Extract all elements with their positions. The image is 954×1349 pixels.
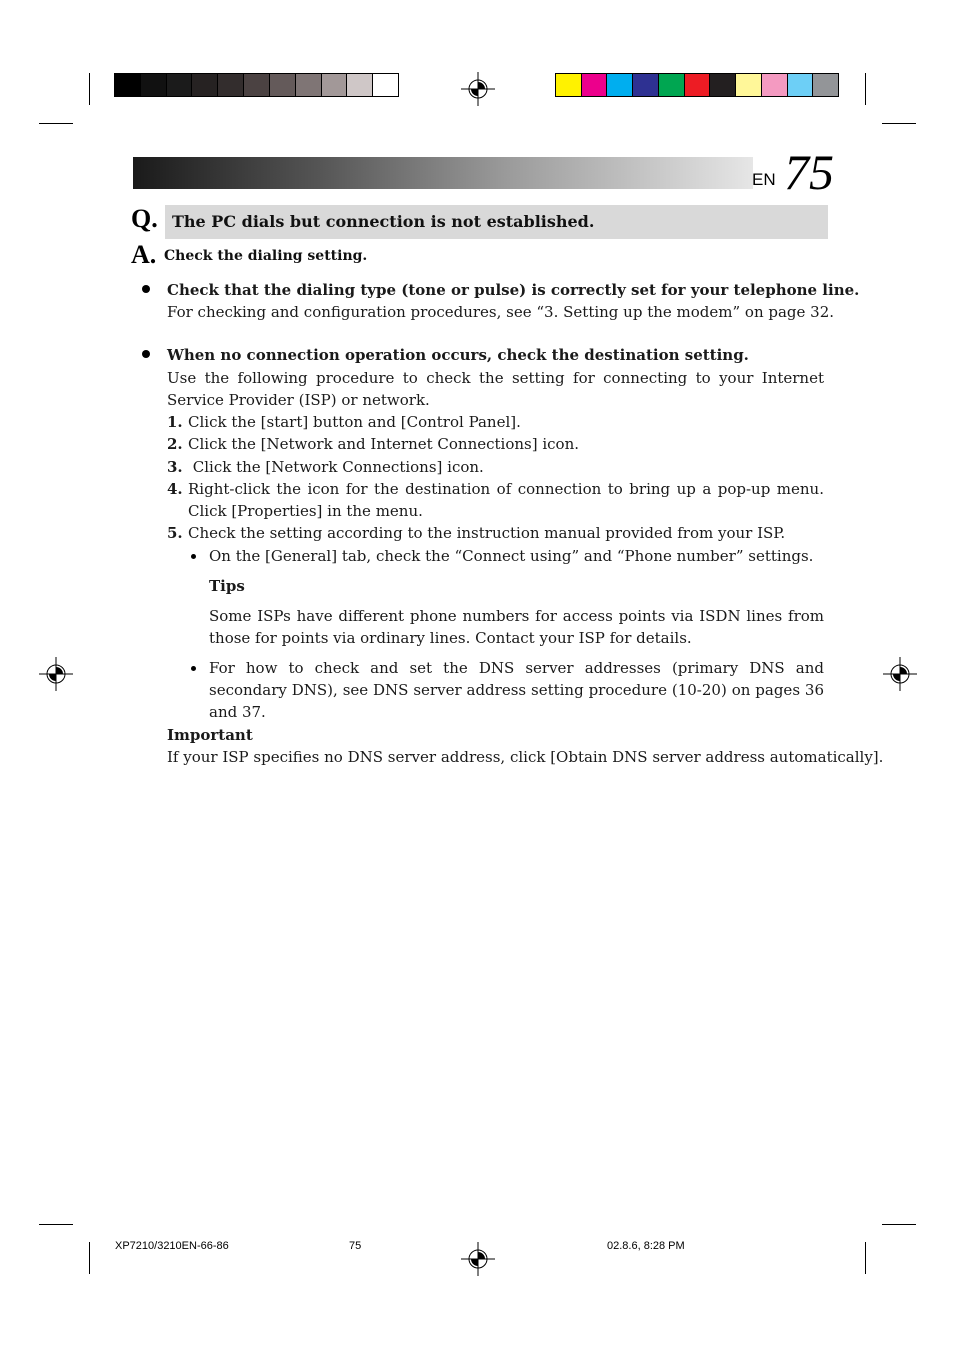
bullet-title: When no connection operation occurs, check the destination setting. xyxy=(167,346,749,364)
sub-bullet-dot xyxy=(191,554,196,559)
step-number: 2. xyxy=(167,435,183,453)
step-text: Click the [Network and Internet Connections] icon. xyxy=(188,435,580,453)
color-swatch xyxy=(556,74,582,96)
answer-text: Check the dialing setting. xyxy=(164,248,368,264)
color-swatch xyxy=(347,74,373,96)
crop-mark xyxy=(865,1242,866,1274)
color-swatch xyxy=(167,74,193,96)
crop-mark xyxy=(882,123,916,124)
important-label: Important xyxy=(167,726,253,744)
registration-mark-icon xyxy=(883,657,917,691)
bullet-dot xyxy=(142,350,150,358)
color-swatch xyxy=(633,74,659,96)
color-swatch xyxy=(115,74,141,96)
color-swatch xyxy=(218,74,244,96)
step-number: 4. xyxy=(167,480,183,498)
crop-mark xyxy=(39,1224,73,1225)
color-swatch xyxy=(582,74,608,96)
color-swatch xyxy=(685,74,711,96)
bullet-dot xyxy=(142,285,150,293)
question-marker: Q. xyxy=(131,204,158,233)
color-swatch xyxy=(192,74,218,96)
footer-page: 75 xyxy=(349,1240,362,1252)
step-number: 1. xyxy=(167,413,183,431)
step-number: 3. xyxy=(167,458,183,476)
crop-mark xyxy=(882,1224,916,1225)
step-number: 5. xyxy=(167,524,183,542)
registration-mark-icon xyxy=(39,657,73,691)
bullet-text: Use the following procedure to check the setting for connecting to your Internet Service Provider (ISP) or network. xyxy=(167,369,824,409)
footer-date: 02.8.6, 8:28 PM xyxy=(607,1240,685,1252)
tips-text: Some ISPs have different phone numbers for access points via ISDN lines from those for points via ordinary lines. Contact your ISP for details. xyxy=(209,607,824,647)
color-swatch xyxy=(762,74,788,96)
registration-mark-icon xyxy=(461,1242,495,1276)
color-swatch xyxy=(270,74,296,96)
sub-bullet-dot xyxy=(191,666,196,671)
color-swatch xyxy=(813,74,838,96)
color-swatch xyxy=(607,74,633,96)
step-text: Check the setting according to the instruction manual provided from your ISP. xyxy=(188,524,786,542)
step-text: Click the [Network Connections] icon. xyxy=(188,458,484,476)
crop-mark xyxy=(89,1242,90,1274)
color-swatch xyxy=(788,74,814,96)
crop-mark xyxy=(865,73,866,105)
color-swatch xyxy=(736,74,762,96)
page-language: EN xyxy=(752,170,776,189)
step-text: Right-click the icon for the destination of connection to bring up a pop-up menu. Click [Properties] in the menu. xyxy=(188,480,824,520)
color-swatch xyxy=(244,74,270,96)
color-swatch xyxy=(322,74,348,96)
answer-marker: A. xyxy=(131,240,157,269)
crop-mark xyxy=(89,73,90,105)
process-color-bar xyxy=(555,73,839,97)
color-swatch xyxy=(373,74,398,96)
color-swatch xyxy=(296,74,322,96)
color-swatch xyxy=(141,74,167,96)
color-swatch xyxy=(659,74,685,96)
crop-mark xyxy=(39,123,73,124)
question-text: The PC dials but connection is not established. xyxy=(172,212,595,231)
step-text: Click the [start] button and [Control Panel]. xyxy=(188,413,521,431)
color-swatch xyxy=(710,74,736,96)
header-gradient-bar xyxy=(133,157,753,189)
bullet-title: Check that the dialing type (tone or pulse) is correctly set for your telephone line. xyxy=(167,281,860,299)
tips-label: Tips xyxy=(209,577,245,595)
grayscale-color-bar xyxy=(114,73,399,97)
page-number: 75 xyxy=(784,144,834,200)
registration-mark-icon xyxy=(461,72,495,106)
bullet-text: For checking and configuration procedures, see “3. Setting up the modem” on page 32. xyxy=(167,303,835,321)
footer-file-id: XP7210/3210EN-66-86 xyxy=(115,1240,229,1252)
sub-bullet-text: For how to check and set the DNS server addresses (primary DNS and secondary DNS), see DNS server address setting procedure (10-20) on pages 36 and 37. xyxy=(209,659,824,721)
important-text: If your ISP specifies no DNS server address, click [Obtain DNS server address automatically]. xyxy=(167,748,884,766)
sub-bullet-text: On the [General] tab, check the “Connect using” and “Phone number” settings. xyxy=(209,547,814,565)
